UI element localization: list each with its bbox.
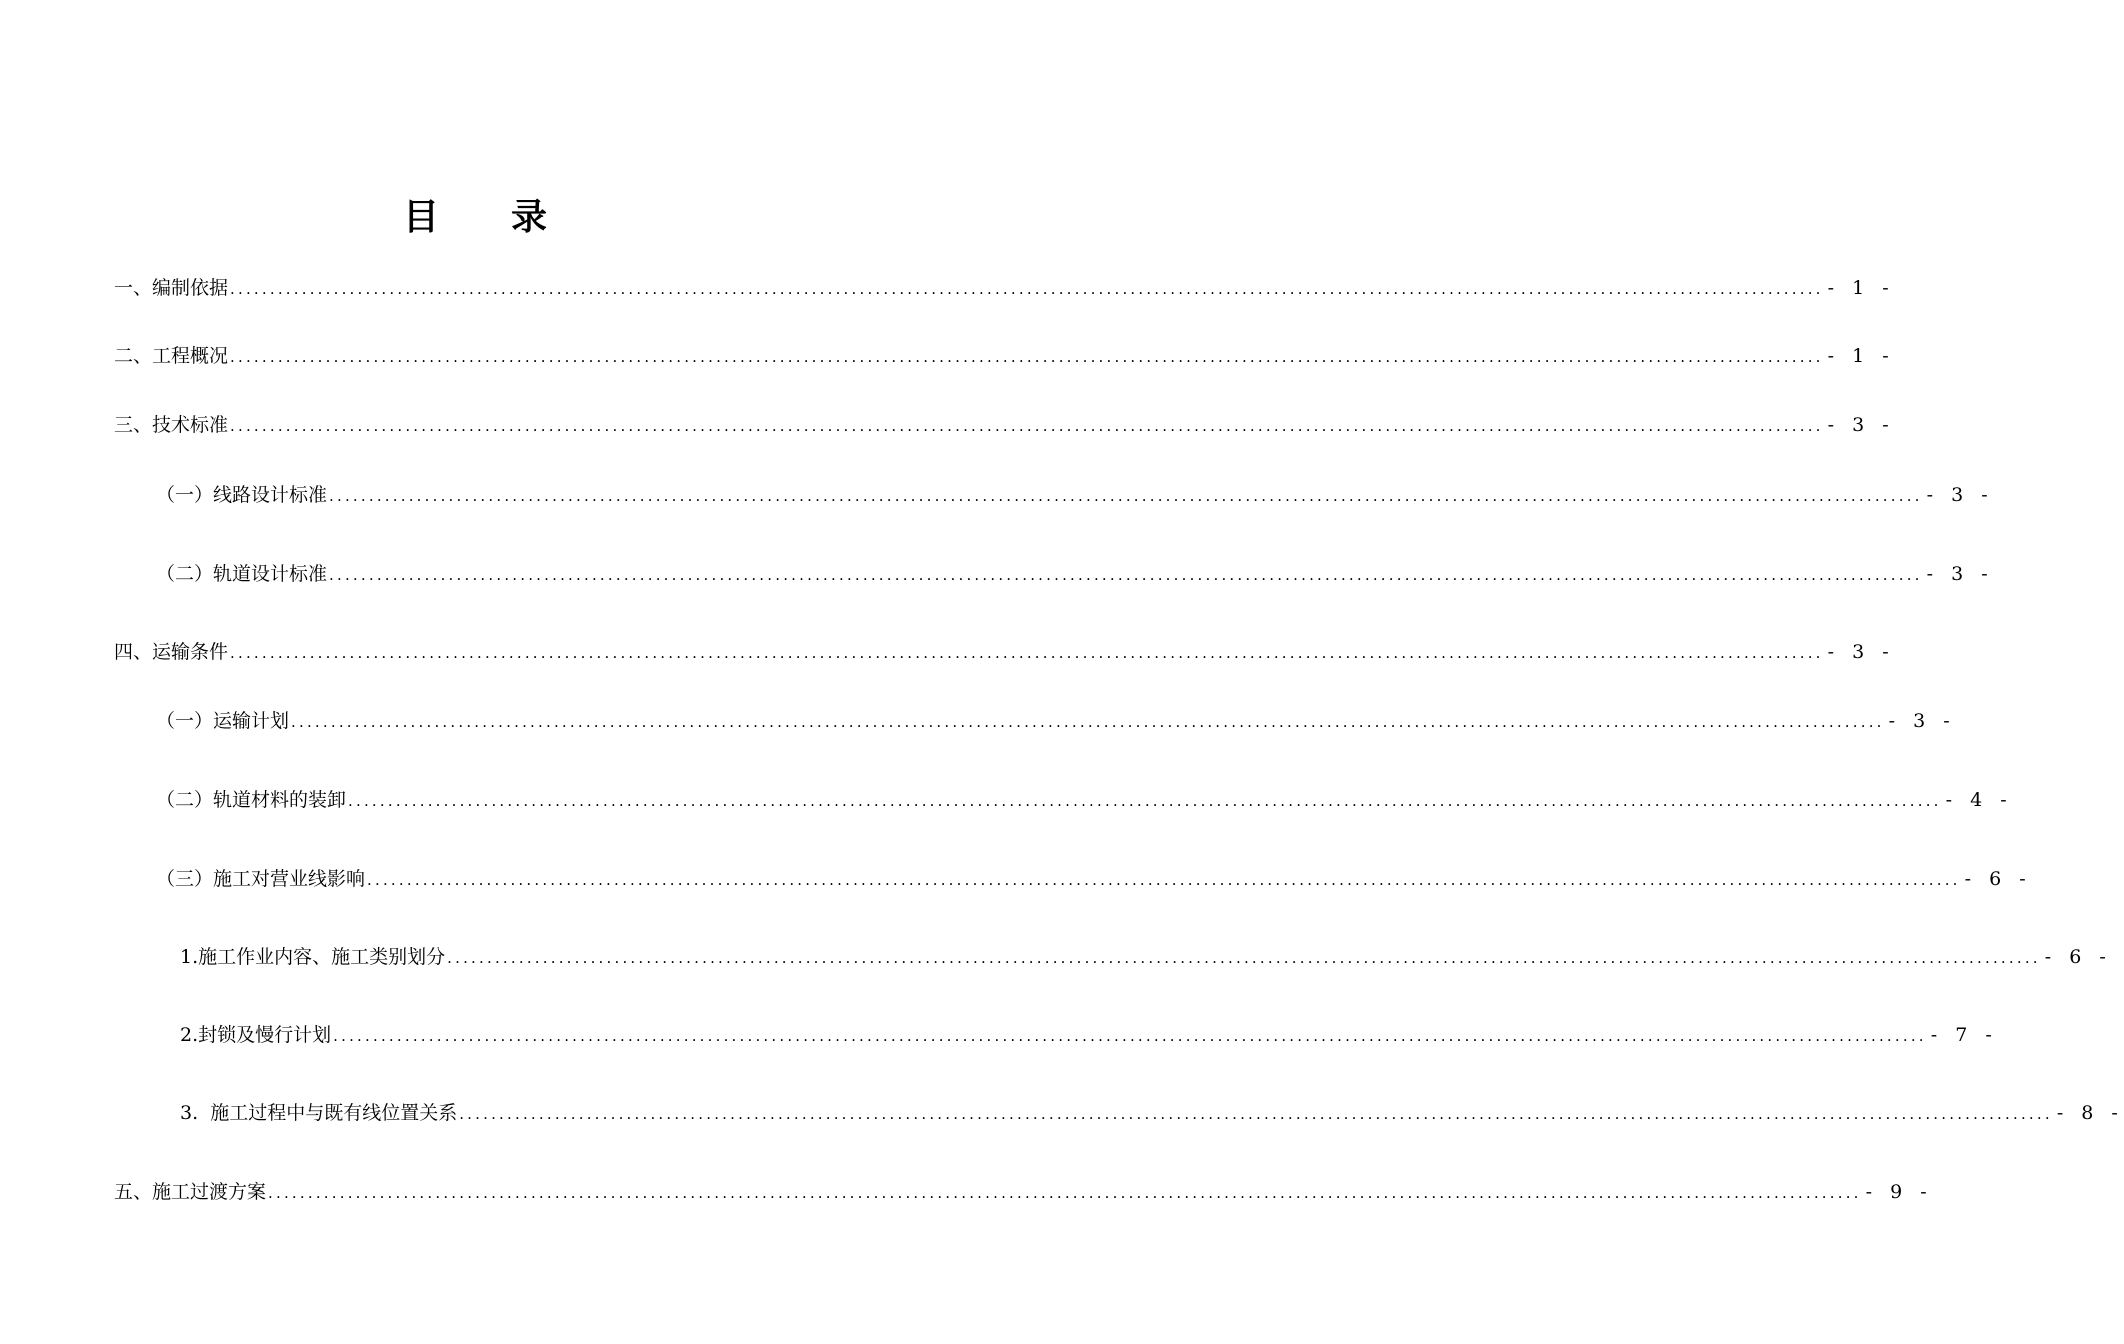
toc-leader-dots: ........................................................................................................................................................................................................ bbox=[291, 713, 1885, 731]
toc-entry-13[interactable] bbox=[114, 1178, 1933, 1206]
toc-leader-dots: ........................................................................................................................................................................................................ bbox=[367, 871, 1961, 889]
toc-leader-dots: ........................................................................................................................................................................................................ bbox=[230, 348, 1824, 366]
toc-entry-label: 五、施工过渡方案 bbox=[114, 1181, 267, 1203]
toc-entry-8[interactable] bbox=[156, 786, 2013, 814]
toc-leader-dots: ........................................................................................................................................................................................................ bbox=[230, 417, 1824, 435]
toc-entry-label: 2.封锁及慢行计划 bbox=[180, 1024, 332, 1046]
toc-title-char-1: 目 bbox=[402, 197, 439, 238]
toc-page-number: - 3 - bbox=[1888, 710, 1956, 732]
toc-entry-1[interactable] bbox=[114, 274, 1895, 302]
toc-page-number: - 8 - bbox=[2056, 1102, 2124, 1124]
toc-page-number: - 6 - bbox=[1964, 868, 2032, 890]
toc-entry-label: 四、运输条件 bbox=[114, 641, 229, 663]
toc-title bbox=[0, 192, 950, 244]
toc-page-number: - 4 - bbox=[1945, 789, 2013, 811]
toc-entry-11[interactable] bbox=[180, 1021, 1998, 1049]
toc-page-number: - 3 - bbox=[1926, 563, 1994, 585]
toc-page-number: - 1 - bbox=[1827, 345, 1895, 367]
toc-leader-dots: ........................................................................................................................................................................................................ bbox=[230, 644, 1824, 662]
toc-entry-label: 3. 施工过程中与既有线位置关系 bbox=[180, 1102, 458, 1124]
toc-page-number: - 3 - bbox=[1827, 414, 1895, 436]
toc-entry-label: （二）轨道设计标准 bbox=[156, 563, 328, 585]
toc-entry-label: （一）运输计划 bbox=[156, 710, 290, 732]
toc-leader-dots: ........................................................................................................................................................................................................ bbox=[348, 792, 1942, 810]
toc-page-number: - 6 - bbox=[2044, 946, 2112, 968]
toc-page-number: - 3 - bbox=[1827, 641, 1895, 663]
toc-entry-label: （二）轨道材料的装卸 bbox=[156, 789, 347, 811]
toc-entry-label: （三）施工对营业线影响 bbox=[156, 868, 366, 890]
toc-entry-5[interactable] bbox=[156, 560, 1994, 588]
toc-leader-dots: ........................................................................................................................................................................................................ bbox=[333, 1027, 1927, 1045]
toc-entry-2[interactable] bbox=[114, 342, 1895, 370]
toc-entry-label: 三、技术标准 bbox=[114, 414, 229, 436]
toc-entry-9[interactable] bbox=[156, 865, 2032, 893]
toc-page-number: - 1 - bbox=[1827, 277, 1895, 299]
toc-leader-dots: ........................................................................................................................................................................................................ bbox=[230, 280, 1824, 298]
toc-entry-10[interactable] bbox=[180, 943, 2112, 971]
toc-leader-dots: ........................................................................................................................................................................................................ bbox=[329, 566, 1923, 584]
toc-leader-dots: ........................................................................................................................................................................................................ bbox=[329, 487, 1923, 505]
toc-leader-dots: ........................................................................................................................................................................................................ bbox=[447, 949, 2041, 967]
toc-leader-dots: ........................................................................................................................................................................................................ bbox=[459, 1105, 2053, 1123]
toc-entry-label: 二、工程概况 bbox=[114, 345, 229, 367]
toc-entry-label: 1.施工作业内容、施工类别划分 bbox=[180, 946, 446, 968]
toc-entry-12[interactable] bbox=[180, 1099, 2124, 1127]
toc-page-number: - 7 - bbox=[1930, 1024, 1998, 1046]
toc-leader-dots: ........................................................................................................................................................................................................ bbox=[268, 1184, 1862, 1202]
toc-entry-6[interactable] bbox=[114, 638, 1895, 666]
toc-entry-3[interactable] bbox=[114, 411, 1895, 439]
toc-page-number: - 9 - bbox=[1865, 1181, 1933, 1203]
toc-entry-label: （一）线路设计标准 bbox=[156, 484, 328, 506]
toc-entry-7[interactable] bbox=[156, 707, 1956, 735]
toc-entry-label: 一、编制依据 bbox=[114, 277, 229, 299]
toc-title-char-2: 录 bbox=[511, 197, 548, 238]
toc-page-number: - 3 - bbox=[1926, 484, 1994, 506]
toc-entry-4[interactable] bbox=[156, 481, 1994, 509]
